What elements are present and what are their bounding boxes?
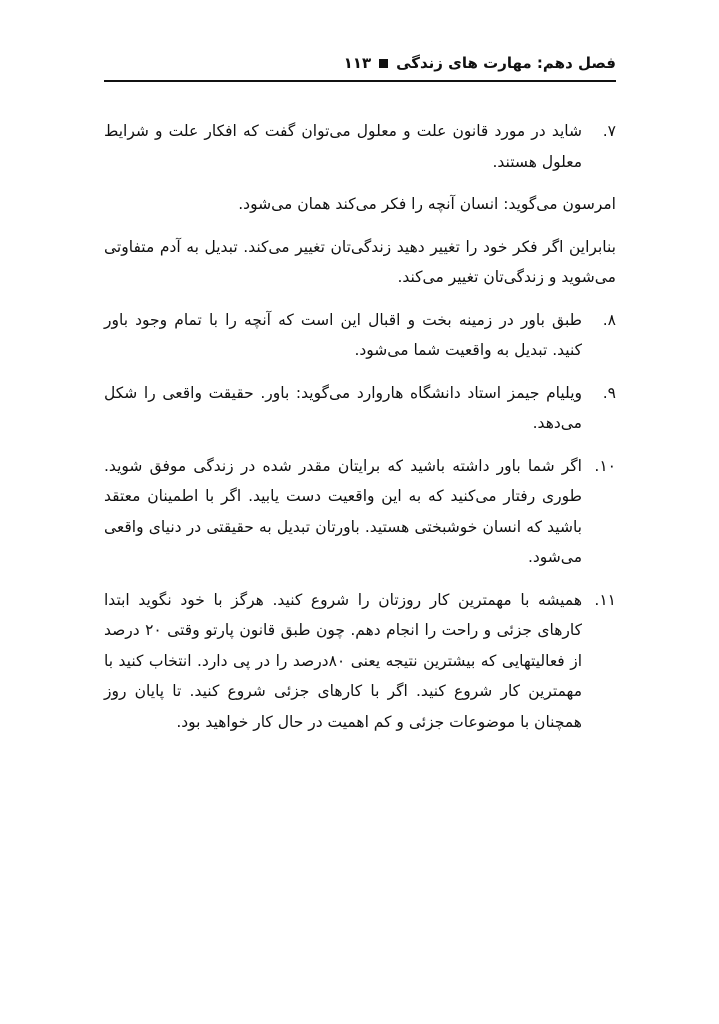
square-bullet-icon <box>379 59 388 68</box>
list-item-10 <box>104 451 616 573</box>
running-header <box>104 46 616 80</box>
list-item-7 <box>104 116 616 177</box>
list-item-number: ۹. <box>602 383 616 402</box>
list-item-text: اگر شما باور داشته باشید که برایتان مقدر شده در زندگی موفق شوید. طوری رفتار می‌کنید که به این واقعیت دست یابید. اگر با اطمینان معتقد باشید که انسان خوشبختی هستید. باورتان تبدیل به حقیقتی در دنیای واقعی می‌شود. <box>104 456 582 566</box>
list-item-9 <box>104 378 616 439</box>
list-item-text: طبق باور در زمینه بخت و اقبال این است که آنچه را با تمام وجود باور کنید. تبدیل به واقعیت شما می‌شود. <box>104 310 582 359</box>
list-item-number: ۱۰. <box>594 456 616 475</box>
list-item-text: ویلیام جیمز استاد دانشگاه هاروارد می‌گوید: باور. حقیقت واقعی را شکل می‌دهد. <box>104 383 582 432</box>
page-number: ۱۱۳ <box>343 54 372 72</box>
list-item-number: ۱۱. <box>594 590 616 609</box>
list-item-8 <box>104 305 616 366</box>
list-item-text: شاید در مورد قانون علت و معلول می‌توان گفت که افکار علت و شرایط معلول هستند. <box>104 122 582 171</box>
list-item-11 <box>104 585 616 738</box>
paragraph-therefore: بنابراین اگر فکر خود را تغییر دهید زندگی‌تان تغییر می‌کند. تبدیل به آدم متفاوتی می‌شوید و زندگی‌تان تغییر می‌کند. <box>104 237 616 286</box>
page-body <box>104 116 616 749</box>
list-item-number: ۷. <box>602 122 616 140</box>
list-item-number: ۸. <box>602 310 616 329</box>
list-item-text: همیشه با مهمترین کار روزتان را شروع کنید. هرگز با خود نگوید ابتدا کارهای جزئی و راحت را انجام دهم. چون طبق قانون پارتو وقتی ۲۰ درصد از فعالیتهایی که بیشترین نتیجه یعنی ۸۰درصد را در پی دارد. انتخاب کنید با مهمترین کار شروع کنید. اگر با کارهای جزئی شروع کنید. تا پایان روز همچنان با موضوعات جزئی و کم اهمیت در حال کار خواهید بود. <box>104 590 582 731</box>
paragraph-emerson: امرسون می‌گوید: انسان آنچه را فکر می‌کند همان می‌شود. <box>238 195 616 213</box>
header-rule <box>104 80 616 82</box>
chapter-title: فصل دهم: مهارت های زندگی <box>396 54 616 72</box>
